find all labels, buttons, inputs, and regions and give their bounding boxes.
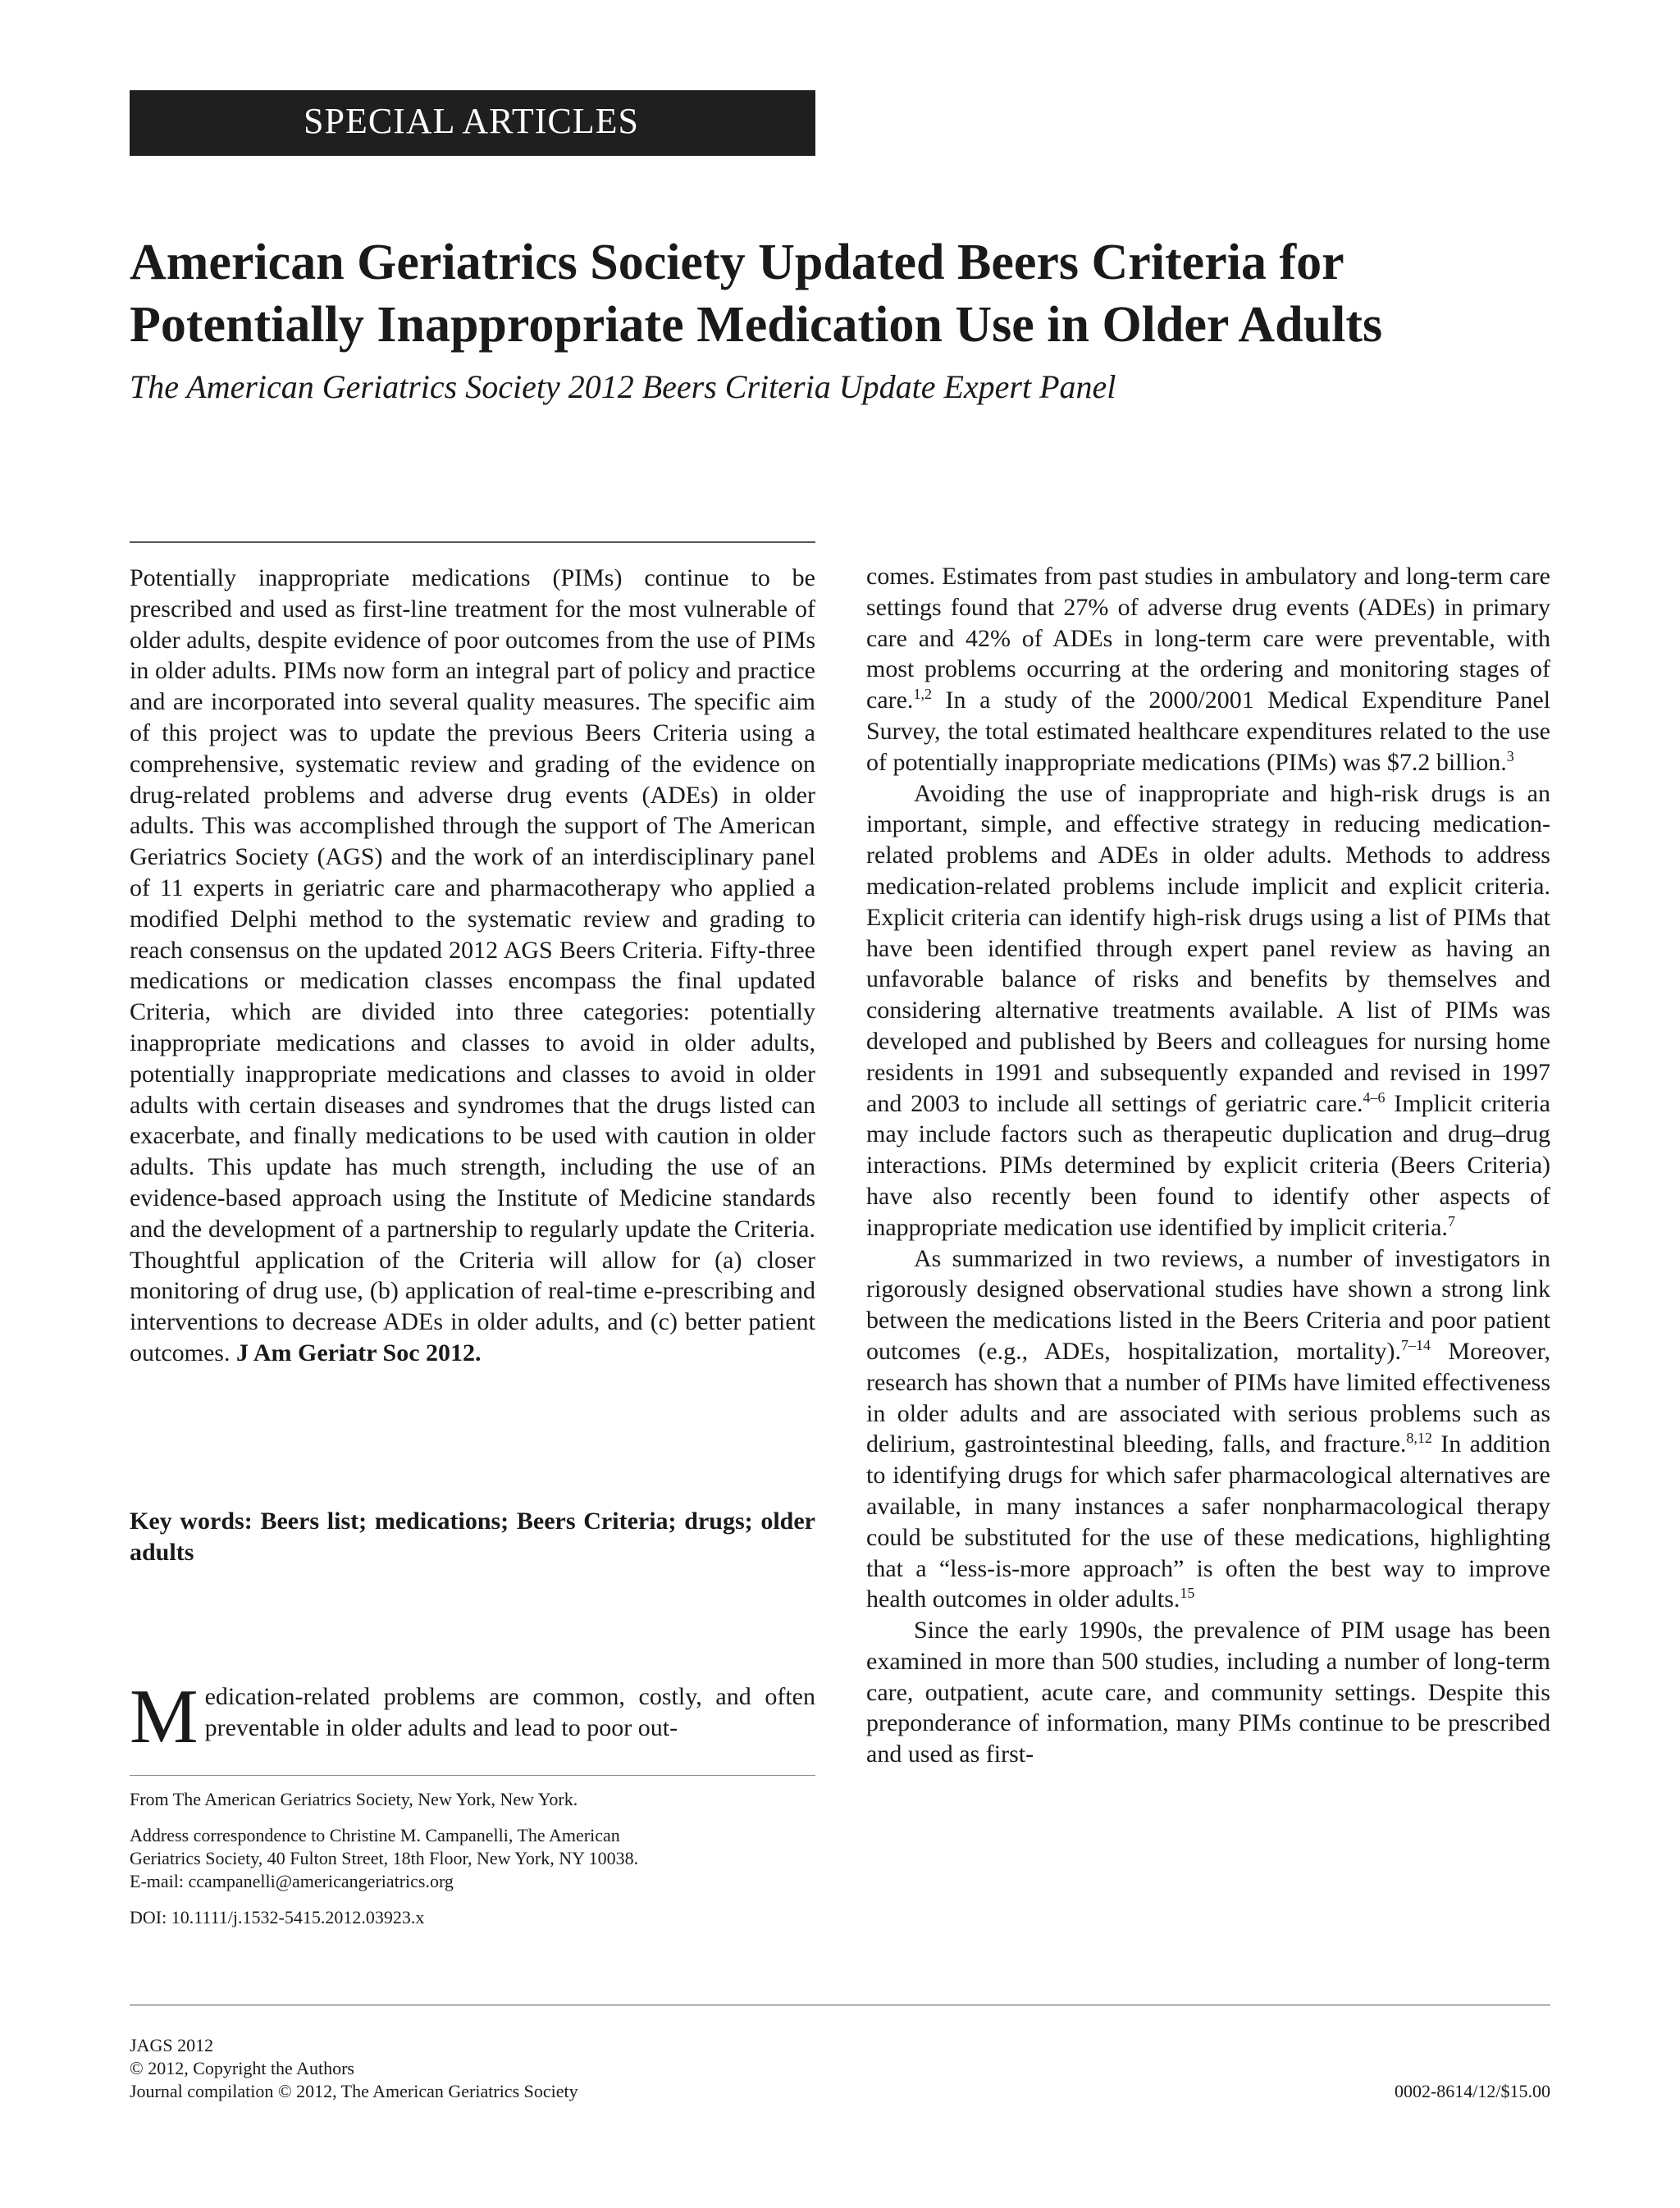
body-text: As summarized in two reviews, a number of investigators in rigorously designed observational studies have shown a strong link between the medications listed in the Beers Criteria and poor patient outcomes (e.g., ADEs, hospitalization, mortality). (866, 1244, 1550, 1365)
drop-cap: M (130, 1674, 199, 1759)
citation-ref[interactable]: 7 (1447, 1212, 1455, 1229)
body-text: In a study of the 2000/2001 Medical Expenditure Panel Survey, the total estimated healthcare expenditures related to the use of potentially inappropriate medications (PIMs) was $7.2 billion. (866, 687, 1550, 776)
affiliation-from: From The American Geriatrics Society, New York, New York. (130, 1789, 578, 1809)
keywords: Key words: Beers list; medications; Beers Criteria; drugs; older adults (130, 1508, 815, 1566)
body-text: Avoiding the use of inappropriate and high-risk drugs is an important, simple, and effective strategy in reducing medication-related problems and ADEs in older adults. Methods to address medication-related problems include implicit and explicit criteria. Explicit criteria can identify high-risk drugs using a list of PIMs that have been identified through expert panel review as having an unfavorable balance of risks and benefits by themselves and considering alternative treatments available. A list of PIMs was developed and published by Beers and colleagues for nursing home residents in 1991 and subsequently expanded and revised in 1997 and 2003 to include all settings of geriatric care. (866, 779, 1550, 1117)
affiliation-block (130, 1788, 815, 1942)
compilation-line: Journal compilation © 2012, The American Geriatrics Society (130, 2081, 578, 2101)
citation-ref[interactable]: 15 (1180, 1585, 1195, 1602)
correspondence-line: Geriatrics Society, 40 Fulton Street, 18th Floor, New York, NY 10038. (130, 1848, 639, 1868)
body-text: Moreover, research has shown that a number of PIMs have limited effectiveness in older adults and are associated with serious problems such as delirium, gastrointestinal bleeding, falls, and fracture. (866, 1337, 1551, 1458)
article-title-line: American Geriatrics Society Updated Beers Criteria for (130, 235, 1344, 290)
divider (130, 1775, 815, 1776)
citation-ref[interactable]: 4–6 (1363, 1088, 1386, 1106)
body-paragraph (866, 1243, 1550, 1616)
email-link[interactable]: E-mail: ccampanelli@americangeriatrics.org (130, 1871, 454, 1891)
intro-paragraph (130, 1674, 815, 1759)
article-title (130, 231, 1557, 356)
author-panel: The American Geriatrics Society 2012 Beers Criteria Update Expert Panel (130, 368, 1116, 405)
divider (130, 541, 815, 543)
citation-ref[interactable]: 8,12 (1406, 1430, 1432, 1447)
abstract (130, 563, 815, 1369)
article-title-line: Potentially Inappropriate Medication Use in Older Adults (130, 297, 1383, 353)
correspondence-line: Address correspondence to Christine M. Campanelli, The American (130, 1825, 620, 1845)
doi[interactable]: DOI: 10.1111/j.1532-5415.2012.03923.x (130, 1907, 425, 1927)
intro-text: edication-related problems are common, costly, and often preventable in older adults and lead to poor out- (204, 1683, 815, 1741)
section-banner (130, 90, 815, 156)
body-text: Implicit criteria may include factors such as therapeutic duplication and drug–drug interactions. PIMs determined by explicit criteria (Beers Criteria) have also recently been found to identify other aspects of inappropriate medication use identified by implicit criteria. (866, 1089, 1550, 1241)
citation-ref[interactable]: 3 (1506, 747, 1514, 764)
body-text: Since the early 1990s, the prevalence of PIM usage has been examined in more than 500 studies, including a number of long-term care, outpatient, acute care, and community settings. Despite this preponderance of information, many PIMs continue to be prescribed and used as first- (866, 1617, 1550, 1768)
citation-ref[interactable]: 1,2 (913, 686, 932, 703)
body-paragraph (866, 1615, 1550, 1770)
abstract-text: Potentially inappropriate medications (PIMs) continue to be prescribed and used as first-line treatment for the most vulnerable of older adults, despite evidence of poor outcomes from the use of PIMs in older adults. PIMs now form an integral part of policy and practice and are incorporated into several quality measures. The specific aim of this project was to update the previous Beers Criteria using a comprehensive, systematic review and grading of the evidence on drug-related problems and adverse drug events (ADEs) in older adults. This was accomplished through the support of The American Geriatrics Society (AGS) and the work of an interdisciplinary panel of 11 experts in geriatric care and pharmacotherapy who applied a modified Delphi method to the systematic review and grading to reach consensus on the updated 2012 AGS Beers Criteria. Fifty-three medications or medication classes encompass the final updated Criteria, which are divided into three categories: potentially inappropriate medications and classes to avoid in older adults, potentially inappropriate medications and classes to avoid in older adults with certain diseases and syndromes that the drugs listed can exacerbate, and finally medications to be used with caution in older adults. This update has much strength, including the use of an evidence-based approach using the Institute of Medicine standards and the development of a partnership to regularly update the Criteria. Thoughtful application of the Criteria will allow for (a) closer monitoring of drug use, (b) application of real-time e-prescribing and interventions to decrease ADEs in older adults, and (c) better patient outcomes. (130, 564, 815, 1366)
page-footer (130, 2034, 1550, 2103)
copyright-line: © 2012, Copyright the Authors (130, 2058, 354, 2078)
citation-ref[interactable]: 7–14 (1401, 1336, 1431, 1353)
right-column (866, 561, 1550, 1770)
body-paragraph (866, 561, 1550, 778)
issn: 0002-8614/12/$15.00 (1394, 2081, 1550, 2101)
abstract-citation: J Am Geriatr Soc 2012. (235, 1339, 482, 1366)
journal-line: JAGS 2012 (130, 2035, 214, 2055)
body-text: In addition to identifying drugs for which safer pharmacological alternatives are available, in many instances a safer nonpharmacological therapy could be substituted for the use of these medications, highlighting that a “less-is-more approach” is often the best way to improve health outcomes in older adults. (866, 1430, 1550, 1613)
section-banner-label: SPECIAL ARTICLES (304, 101, 639, 141)
body-text: comes. Estimates from past studies in ambulatory and long-term care settings found that 27% of adverse drug events (ADEs) in primary care and 42% of ADEs in long-term care were preventable, with most problems occurring at the ordering and monitoring stages of care. (866, 563, 1550, 714)
body-paragraph (866, 778, 1550, 1243)
